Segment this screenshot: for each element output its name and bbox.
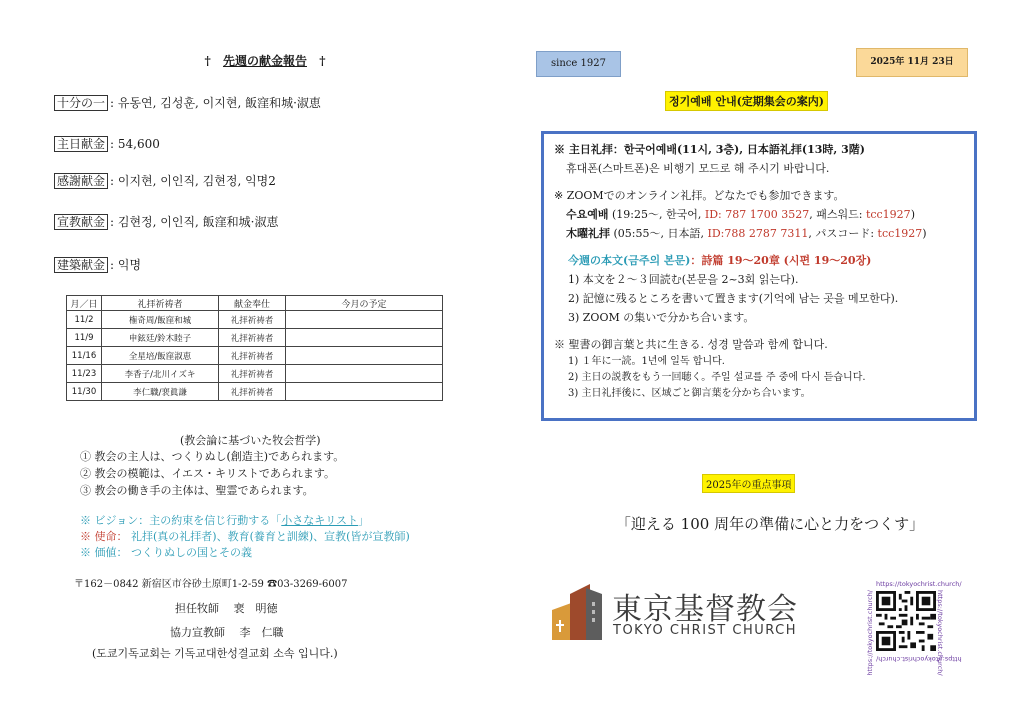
table-cell: 11/30 [67, 383, 102, 401]
table-cell [286, 347, 443, 365]
table-cell: 11/9 [67, 329, 102, 347]
church-name-japanese: 東京基督教会 [612, 592, 798, 627]
table-cell [286, 365, 443, 383]
offering-label: 十分の一 [54, 95, 108, 111]
qr-url-bottom[interactable]: https://tokyochrist.church/ [876, 655, 962, 663]
table-cell: 李香子/北川イズキ [102, 365, 219, 383]
table-cell: 礼拝祈祷者 [219, 329, 286, 347]
table-row [67, 365, 443, 383]
offering-report-title [0, 52, 530, 69]
reading-step: 1) 本文を２～３回読む(본문을 2~3회 읽는다). [568, 273, 799, 286]
vision-emphasis: 小さなキリスト [281, 514, 359, 527]
table-cell: 礼拝祈祷者 [219, 347, 286, 365]
denomination-note: (도쿄기독교회는 기독교대한성결교회 소속 입니다.) [92, 647, 338, 660]
annual-motto: 「迎える 100 周年の準備に心と力をつくす」 [615, 515, 925, 533]
bible-step: 1) １年に一読。1년에 일독 합니다. [568, 356, 725, 367]
zoom-thursday [554, 224, 964, 243]
guide-title: 정기예배 안내(定期集会の案内) [665, 91, 828, 111]
table-cell: 礼拝祈祷者 [219, 383, 286, 401]
table-row [67, 311, 443, 329]
value-line: ※ 価値： つくりぬしの国とその義 [80, 546, 252, 559]
table-header-row [67, 296, 443, 311]
bible-intro: ※ 聖書の御言葉と共に生きる. 성경 말씀과 함께 합니다. [554, 338, 828, 351]
offering-value: : 익명 [110, 258, 142, 272]
zoom-thu-detail: , パスコード: [808, 227, 878, 240]
offering-tithe [54, 94, 321, 111]
table-cell: 礼拝祈祷者 [219, 311, 286, 329]
table-cell: 11/23 [67, 365, 102, 383]
scripture-line [554, 251, 964, 270]
mission-text: 礼拝(真の礼拝者)、教育(養育と訓練)、宣教(皆が宣教師) [127, 530, 410, 543]
table-cell: 全星培/飯窪淑恵 [102, 347, 219, 365]
offering-value: : 김현정, 이인직, 飯窪和城·淑恵 [110, 215, 279, 229]
mission-line [80, 528, 410, 544]
offering-sunday [54, 135, 160, 152]
offering-value: : 유동연, 김성훈, 이지현, 飯窪和城·淑恵 [110, 96, 321, 110]
offering-label: 主日献金 [54, 136, 108, 152]
church-name-english: TOKYO CHRIST CHURCH [613, 623, 797, 638]
zoom-wed-password: tcc1927 [865, 208, 911, 221]
zoom-thu-detail: ) [922, 227, 927, 240]
offering-label: 感謝献金 [54, 173, 108, 189]
church-logo-icon [552, 580, 602, 640]
zoom-wed-label: 수요예배 [566, 208, 609, 221]
zoom-thu-label: 木曜礼拝 [566, 227, 610, 240]
offering-value: : 54,600 [110, 137, 160, 151]
table-cell: 11/16 [67, 347, 102, 365]
mission-label: ※ 使命： [80, 530, 128, 543]
vision-text: ※ ビジョン：主の約束を信じ行動する「 [80, 514, 282, 527]
philosophy-item: ② 教会の模範は、イエス・キリストであられます。 [80, 467, 335, 480]
offering-report-heading: 先週の献金報告 [222, 54, 307, 68]
zoom-wed-detail: ) [910, 208, 915, 221]
table-cell: 権奇周/飯窪和城 [102, 311, 219, 329]
bible-step: 3) 主日礼拝後に、区域ごと御言葉を分かち合います。 [568, 388, 811, 399]
bible-step: 2) 主日の説教をもう一回聴く。주일 설교를 주 중에 다시 듣습니다. [568, 372, 866, 383]
vision-text: 」 [358, 514, 370, 527]
table-cell: 11/2 [67, 311, 102, 329]
table-cell: 申鉉廷/鈴木睦子 [102, 329, 219, 347]
phone-note: 휴대폰(스마트폰)은 비행기 모드로 해 주시기 바랍니다. [566, 162, 830, 175]
scripture-label: 今週の本文(금주의 본문) [568, 254, 691, 267]
offering-mission [54, 213, 279, 230]
qr-url-top[interactable]: https://tokyochrist.church/ [876, 580, 962, 588]
table-row [67, 329, 443, 347]
worship-guide-box [541, 131, 977, 421]
worship-label: ※ 主日礼拝： [554, 143, 624, 156]
since-badge: since 1927 [536, 51, 621, 77]
zoom-wed-detail: (19:25～, 한국어, [608, 208, 705, 221]
zoom-wednesday [554, 205, 964, 224]
reading-step: 3) ZOOM の集いで分かち合います。 [568, 311, 755, 324]
column-header: 献金奉仕 [219, 296, 286, 311]
philosophy-item: ③ 教会の働き手の主体は、聖霊であられます。 [80, 484, 314, 497]
zoom-thu-detail: (05:55～, 日本語, [610, 227, 708, 240]
offering-value: : 이지현, 이인직, 김현정, 익명2 [110, 174, 276, 188]
focus-title: 2025年の重点事項 [702, 474, 795, 493]
column-header: 礼拝祈祷者 [102, 296, 219, 311]
table-cell: 礼拝祈祷者 [219, 365, 286, 383]
table-cell [286, 329, 443, 347]
reading-step: 2) 記憶に残るところを書いて置きます(기억에 남는 곳을 메모한다). [568, 292, 899, 305]
qr-code-icon[interactable] [876, 590, 936, 652]
offering-building [54, 256, 141, 273]
worship-times [554, 140, 964, 159]
table-row [67, 383, 443, 401]
column-header: 今月の予定 [286, 296, 443, 311]
church-address: 〒162－0842 新宿区市谷砂土原町1-2-59 ☎03-3269-6007 [74, 579, 348, 590]
philosophy-item: ① 教会の主人は、つくりぬし(創造主)であられます。 [80, 450, 345, 463]
service-roster-table [66, 295, 443, 401]
offering-label: 建築献金 [54, 257, 108, 273]
table-row [67, 347, 443, 365]
worship-text: 한국어예배(11시, 3층), 日本語礼拝(13時, 3階) [623, 143, 865, 156]
zoom-thu-password: tcc1927 [877, 227, 923, 240]
scripture-text: ：詩篇 19～20章 (시편 19～20장) [690, 254, 872, 267]
zoom-wed-detail: , 패스워드: [809, 208, 866, 221]
qr-url-right[interactable]: https://tokyochrist.church/ [936, 590, 944, 676]
philosophy-heading: (教会論に基づいた牧会哲学) [180, 434, 321, 447]
zoom-intro: ※ ZOOMでのオンライン礼拝。どなたでも参加できます。 [554, 189, 845, 202]
column-header: 月／日 [67, 296, 102, 311]
bulletin-date: 2025年 11月 23日 [856, 48, 968, 77]
cross-icon: † [319, 54, 326, 68]
offering-thanks [54, 172, 276, 189]
senior-pastor: 担任牧師 裵 明徳 [175, 602, 278, 615]
associate-pastor: 協力宣教師 李 仁職 [170, 626, 284, 639]
offering-label: 宣教献金 [54, 214, 108, 230]
table-cell [286, 383, 443, 401]
zoom-thu-id: ID:788 2787 7311 [707, 227, 809, 240]
table-cell: 李仁職/裵眞謙 [102, 383, 219, 401]
qr-url-left[interactable]: https://tokyochrist.church/ [866, 590, 874, 676]
table-cell [286, 311, 443, 329]
vision-line [80, 512, 369, 528]
zoom-wed-id: ID: 787 1700 3527 [704, 208, 810, 221]
cross-icon: † [204, 54, 211, 68]
